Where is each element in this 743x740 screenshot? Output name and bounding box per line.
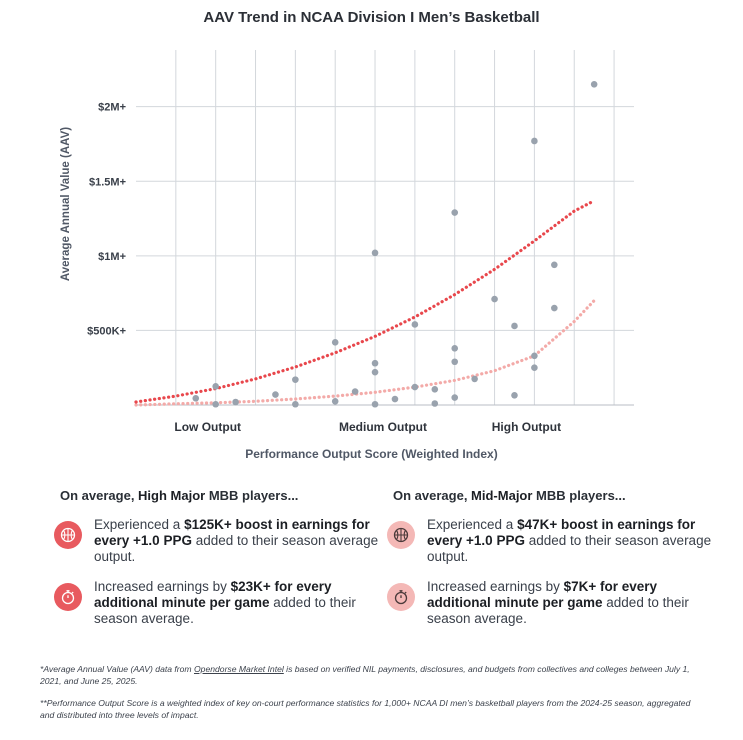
scatter-point: [551, 261, 558, 268]
scatter-point: [372, 250, 379, 257]
opendorse-link[interactable]: Opendorse Market Intel: [193, 664, 284, 674]
basketball-icon: [54, 521, 82, 549]
scatter-point: [232, 399, 239, 406]
mid-major-minutes-stat: Increased earnings by $7K+ for every additional minute per game added to their season average.: [393, 579, 723, 627]
mid-major-ppg-stat: Experienced a $47K+ boost in earnings for every +1.0 PPG added to their season average output.: [393, 517, 723, 565]
high-major-summary: [60, 488, 390, 641]
mid-major-heading: On average, Mid-Major MBB players...: [393, 488, 626, 503]
high-major-heading: On average, High Major MBB players...: [60, 488, 299, 503]
chart-title: AAV Trend in NCAA Division I Men’s Basketball: [203, 9, 540, 26]
y-tick-label: $2M+: [98, 101, 126, 114]
scatter-point: [372, 360, 379, 367]
scatter-point: [591, 81, 598, 88]
scatter-point: [332, 398, 339, 405]
scatter-point: [531, 352, 538, 359]
scatter-point: [292, 376, 299, 383]
x-axis-label: Performance Output Score (Weighted Index): [245, 447, 498, 461]
scatter-point: [192, 395, 199, 402]
trendline-high-major: [136, 201, 594, 402]
scatter-point: [451, 358, 458, 365]
scatter-point: [412, 321, 419, 328]
scatter-point: [412, 384, 419, 391]
mid-major-summary: [393, 488, 723, 641]
stopwatch-icon: [54, 583, 82, 611]
scatter-point: [432, 400, 439, 407]
scatter-point: [372, 401, 379, 408]
scatter-point: [332, 339, 339, 346]
scatter-point: [292, 401, 299, 408]
footnote-performance-score: **Performance Output Score is a weighted index of key on-court performance statistics for 1,000+ NCAA DI men’s basketball players from the 2024-25 season, aggregated and distributed into three levels of impact.: [40, 698, 691, 720]
basketball-icon: [387, 521, 415, 549]
scatter-point: [212, 383, 219, 390]
y-tick-label: $500K+: [87, 325, 126, 338]
scatter-point: [531, 138, 538, 145]
scatter-point: [272, 391, 279, 398]
x-tick-label: Medium Output: [339, 420, 428, 434]
x-tick-label: High Output: [491, 420, 562, 434]
scatter-point: [511, 323, 518, 330]
scatter-point: [511, 392, 518, 399]
scatter-point: [531, 364, 538, 371]
high-major-ppg-stat: Experienced a $125K+ boost in earnings for every +1.0 PPG added to their season average output.: [60, 517, 390, 565]
y-tick-label: $1.5M+: [89, 176, 126, 189]
stopwatch-icon: [387, 583, 415, 611]
scatter-point: [451, 394, 458, 401]
x-tick-label: Low Output: [174, 420, 242, 434]
scatter-point: [212, 401, 219, 408]
y-tick-label: $1M+: [98, 250, 126, 263]
scatter-point: [352, 388, 359, 395]
scatter-point: [471, 376, 478, 383]
footnote-aav: *Average Annual Value (AAV) data from Opendorse Market Intel is based on verified NIL payments, disclosures, and budgets from collectives and colleges between July 1, 2021, and June 25, 2025.: [40, 664, 690, 686]
scatter-point: [451, 345, 458, 352]
scatter-point: [392, 396, 399, 403]
scatter-point: [372, 369, 379, 376]
high-major-minutes-stat: Increased earnings by $23K+ for every additional minute per game added to their season average.: [60, 579, 390, 627]
y-axis-label: Average Annual Value (AAV): [60, 126, 72, 282]
scatter-point: [451, 209, 458, 216]
scatter-point: [432, 386, 439, 393]
scatter-point: [551, 305, 558, 312]
scatter-point: [491, 296, 498, 303]
